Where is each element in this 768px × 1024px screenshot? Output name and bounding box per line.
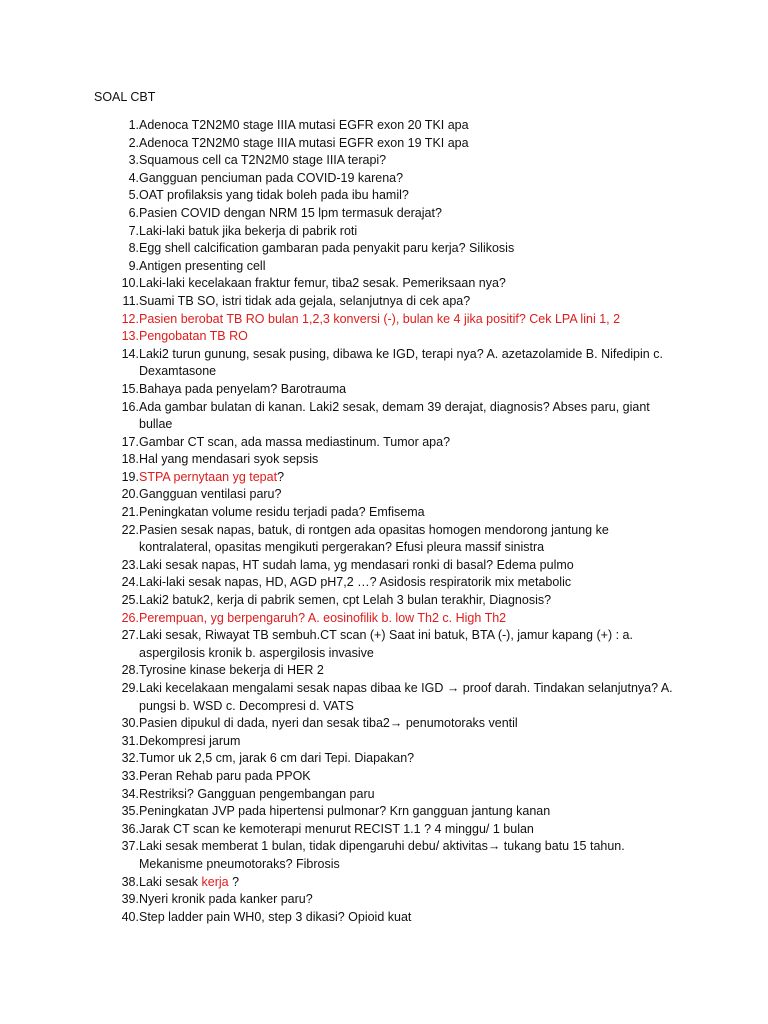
text-segment: Laki2 batuk2, kerja di pabrik semen, cpt Lelah 3 bulan terakhir, Diagnosis?	[139, 593, 552, 608]
list-item	[94, 275, 728, 293]
list-item-text	[139, 750, 673, 768]
list-item-text	[139, 909, 673, 927]
list-item-number: 35.	[121, 804, 139, 819]
list-item-text	[139, 451, 673, 469]
list-item-number: 24.	[121, 575, 139, 590]
question-list	[94, 117, 728, 926]
text-segment: Step ladder pain WH0, step 3 dikasi? Opioid kuat	[139, 909, 412, 924]
list-item-text	[139, 557, 673, 575]
list-item	[94, 346, 728, 381]
list-item	[94, 786, 728, 804]
list-item-number: 17.	[121, 434, 139, 449]
list-item	[94, 152, 728, 170]
text-segment: Ada gambar bulatan di kanan. Laki2 sesak, demam 39 derajat, diagnosis? Abses paru, giant bullae	[139, 399, 650, 432]
text-segment: Hal yang mendasari syok sepsis	[139, 452, 319, 467]
text-segment: Laki sesak	[139, 874, 202, 889]
list-item-text	[139, 399, 673, 434]
list-item	[94, 381, 728, 399]
list-item	[94, 223, 728, 241]
list-item-number: 1.	[128, 118, 139, 132]
list-item-number: 8.	[128, 241, 139, 256]
list-item-number: 10.	[121, 276, 139, 291]
list-item-number: 2.	[128, 135, 139, 150]
list-item-text	[139, 592, 673, 610]
text-segment: Tumor uk 2,5 cm, jarak 6 cm dari Tepi. Diapakan?	[139, 751, 415, 766]
list-item-text	[139, 275, 673, 293]
list-item-number: 7.	[128, 223, 139, 238]
text-segment: Squamous cell ca T2N2M0 stage IIIA terapi?	[139, 153, 387, 168]
list-item-text	[139, 434, 673, 452]
text-segment: Gambar CT scan, ada massa mediastinum. Tumor apa?	[139, 434, 451, 449]
list-item-text	[139, 328, 673, 346]
list-item-number: 12.	[121, 311, 139, 326]
list-item	[94, 592, 728, 610]
list-item-text	[139, 258, 673, 276]
list-item-number: 18.	[121, 452, 139, 467]
list-item-text	[139, 786, 673, 804]
list-item-text	[139, 311, 673, 329]
text-segment: Laki sesak memberat 1 bulan, tidak dipengaruhi debu/ aktivitas→ tukang batu 15 tahun. Mekanisme pneumotoraks? Fibrosis	[139, 839, 625, 871]
text-segment: Bahaya pada penyelam? Barotrauma	[139, 381, 347, 396]
list-item-text	[139, 522, 673, 557]
highlighted-text: Pasien berobat TB RO bulan 1,2,3 konversi (-), bulan ke 4 jika positif? Cek LPA lini 1, 2	[139, 311, 621, 326]
list-item	[94, 680, 728, 715]
list-item	[94, 486, 728, 504]
list-item-number: 9.	[128, 258, 139, 273]
text-segment: Laki sesak napas, HT sudah lama, yg mendasari ronki di basal? Edema pulmo	[139, 557, 574, 572]
list-item	[94, 803, 728, 821]
list-item-number: 16.	[121, 399, 139, 414]
list-item-number: 14.	[121, 346, 139, 361]
list-item-text	[139, 381, 673, 399]
text-segment: Peningkatan JVP pada hipertensi pulmonar? Krn gangguan jantung kanan	[139, 804, 551, 819]
highlighted-text: Pengobatan TB RO	[139, 329, 248, 344]
list-item-text	[139, 874, 673, 892]
list-item	[94, 293, 728, 311]
text-segment: Tyrosine kinase bekerja di HER 2	[139, 663, 324, 678]
text-segment: Pasien sesak napas, batuk, di rontgen ada opasitas homogen mendorong jantung ke kontralateral, opasitas mengikuti pergerakan? Efusi pleura massif sinistra	[139, 522, 609, 555]
list-item	[94, 821, 728, 839]
list-item-number: 13.	[121, 329, 139, 344]
text-segment: Jarak CT scan ke kemoterapi menurut RECIST 1.1 ? 4 minggu/ 1 bulan	[139, 821, 534, 836]
list-item	[94, 874, 728, 892]
list-item-text	[139, 346, 673, 381]
list-item	[94, 205, 728, 223]
list-item-text	[139, 733, 673, 751]
list-item-text	[139, 504, 673, 522]
list-item-text	[139, 486, 673, 504]
list-item-text	[139, 293, 673, 311]
list-item-text	[139, 170, 673, 188]
text-segment: OAT profilaksis yang tidak boleh pada ibu hamil?	[139, 188, 409, 203]
list-item-number: 39.	[121, 892, 139, 907]
list-item-number: 11.	[122, 293, 139, 308]
list-item	[94, 909, 728, 927]
text-segment: Laki2 turun gunung, sesak pusing, dibawa ke IGD, terapi nya? A. azetazolamide B. Nifedipin c. Dexamtasone	[139, 346, 663, 379]
text-segment: ?	[277, 469, 285, 484]
list-item-number: 40.	[121, 909, 139, 924]
list-item-number: 33.	[121, 768, 139, 783]
list-item	[94, 627, 728, 662]
text-segment: Peningkatan volume residu terjadi pada? Emfisema	[139, 505, 425, 520]
list-item	[94, 135, 728, 153]
text-segment: Laki kecelakaan mengalami sesak napas dibaa ke IGD → proof darah. Tindakan selanjutnya? A. pungsi b. WSD c. Decompresi d. VATS	[139, 681, 673, 713]
list-item-number: 22.	[121, 522, 139, 537]
list-item	[94, 522, 728, 557]
text-segment: Suami TB SO, istri tidak ada gejala, selanjutnya di cek apa?	[139, 293, 471, 308]
list-item	[94, 891, 728, 909]
list-item	[94, 117, 728, 135]
text-segment: Pasien COVID dengan NRM 15 lpm termasuk derajat?	[139, 205, 442, 220]
list-item-number: 23.	[121, 557, 139, 572]
list-item	[94, 258, 728, 276]
text-segment: Pasien dipukul di dada, nyeri dan sesak tiba2→ penumotoraks ventil	[139, 716, 518, 731]
list-item	[94, 662, 728, 680]
list-item-number: 26.	[121, 610, 139, 625]
list-item-text	[139, 223, 673, 241]
list-item-number: 31.	[121, 733, 139, 748]
list-item	[94, 187, 728, 205]
list-item-number: 3.	[128, 153, 139, 168]
list-item-text	[139, 680, 673, 715]
list-item	[94, 750, 728, 768]
list-item-number: 37.	[121, 839, 139, 854]
list-item-text	[139, 187, 673, 205]
list-item-number: 28.	[121, 663, 139, 678]
text-segment: Egg shell calcification gambaran pada penyakit paru kerja? Silikosis	[139, 241, 515, 256]
list-item	[94, 504, 728, 522]
list-item-number: 4.	[128, 170, 139, 185]
list-item-number: 21.	[121, 505, 139, 520]
text-segment: Laki-laki batuk jika bekerja di pabrik roti	[139, 223, 358, 238]
list-item-number: 25.	[121, 593, 139, 608]
text-segment: Adenoca T2N2M0 stage IIIA mutasi EGFR exon 20 TKI apa	[139, 118, 469, 132]
text-segment: Laki-laki sesak napas, HD, AGD pH7,2 …? Asidosis respiratorik mix metabolic	[139, 575, 572, 590]
text-segment: Antigen presenting cell	[139, 258, 266, 273]
list-item-text	[139, 838, 673, 873]
list-item-number: 5.	[128, 188, 139, 203]
text-segment: Gangguan penciuman pada COVID-19 karena?	[139, 170, 404, 185]
list-item	[94, 838, 728, 873]
list-item	[94, 733, 728, 751]
list-item-text	[139, 205, 673, 223]
document-title: SOAL CBT	[94, 90, 156, 104]
list-item	[94, 469, 728, 487]
text-segment: Peran Rehab paru pada PPOK	[139, 768, 311, 783]
text-segment: ?	[228, 874, 240, 889]
text-segment: Dekompresi jarum	[139, 733, 241, 748]
highlighted-text: Perempuan, yg berpengaruh? A. eosinofilik b. low Th2 c. High Th2	[139, 610, 507, 625]
list-item	[94, 557, 728, 575]
list-item-text	[139, 821, 673, 839]
list-item	[94, 610, 728, 628]
list-item-number: 36.	[121, 821, 139, 836]
list-item-text	[139, 574, 673, 592]
list-item	[94, 240, 728, 258]
list-item-text	[139, 152, 673, 170]
highlighted-text: STPA pernytaan yg tepat	[139, 469, 278, 484]
text-segment: Adenoca T2N2M0 stage IIIA mutasi EGFR exon 19 TKI apa	[139, 135, 469, 150]
list-item-number: 27.	[121, 628, 139, 643]
list-item-number: 32.	[121, 751, 139, 766]
list-item	[94, 574, 728, 592]
list-item	[94, 328, 728, 346]
list-item-number: 29.	[121, 681, 139, 695]
list-item-number: 38.	[121, 874, 139, 889]
list-item-number: 20.	[121, 487, 139, 502]
text-segment: Gangguan ventilasi paru?	[139, 487, 282, 502]
list-item-text	[139, 240, 673, 258]
list-item	[94, 170, 728, 188]
text-segment: Restriksi? Gangguan pengembangan paru	[139, 786, 375, 801]
text-segment: Laki-laki kecelakaan fraktur femur, tiba2 sesak. Pemeriksaan nya?	[139, 276, 506, 291]
list-item	[94, 311, 728, 329]
list-item	[94, 715, 728, 733]
text-segment: Nyeri kronik pada kanker paru?	[139, 892, 313, 907]
list-item	[94, 768, 728, 786]
list-item-text	[139, 627, 673, 662]
list-item-text	[139, 135, 673, 153]
list-item-text	[139, 803, 673, 821]
list-item-text	[139, 768, 673, 786]
list-item-text	[139, 891, 673, 909]
list-item-number: 15.	[121, 381, 139, 396]
highlighted-text: kerja	[201, 874, 229, 889]
list-item-text	[139, 469, 673, 487]
list-item-text	[139, 610, 673, 628]
list-item	[94, 434, 728, 452]
list-item-text	[139, 715, 673, 733]
list-item-number: 30.	[121, 716, 139, 731]
list-item-number: 34.	[121, 786, 139, 801]
list-item-number: 6.	[128, 205, 139, 220]
list-item-text	[139, 117, 673, 135]
list-item-text	[139, 662, 673, 680]
text-segment: Laki sesak, Riwayat TB sembuh.CT scan (+) Saat ini batuk, BTA (-), jamur kapang (+) : a. aspergilosis kronik b. aspergilosis invasive	[139, 628, 633, 660]
list-item-number: 19.	[121, 469, 139, 484]
list-item	[94, 399, 728, 434]
list-item	[94, 451, 728, 469]
